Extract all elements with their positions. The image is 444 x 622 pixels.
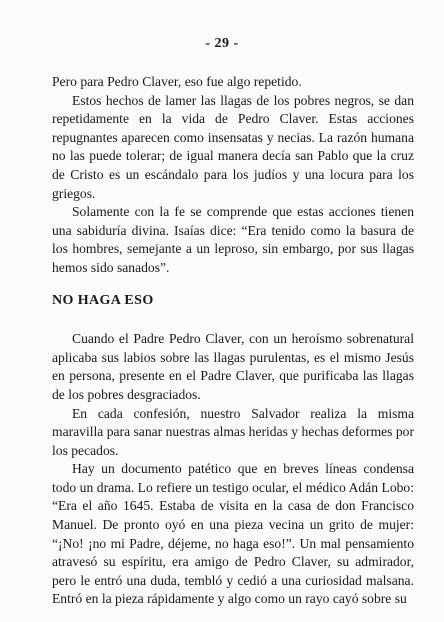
section-heading: NO HAGA ESO (52, 292, 154, 308)
page-number: - 29 - (205, 36, 239, 51)
paragraph: Solamente con la fe se comprende que estas acciones tienen una sabiduría divina. Isaías dice: “Era tenido como la basura de los hombres, semejante a un leproso, sin embargo, por sus llagas hemos sido sanados”. (52, 204, 414, 275)
paragraph: Estos hechos de lamer las llagas de los pobres negros, se dan repetidamente en la vida de Pedro Claver. Estas acciones repugnantes aparecen como insensatas y necias. La razón humana no las puede tolerar; de igual manera decía san Pablo que la cruz de Cristo es un escándalo para los judíos y una locura para los griegos. (52, 92, 414, 201)
page-body (52, 73, 414, 609)
paragraph: Pero para Pedro Claver, eso fue algo repetido. (52, 74, 302, 89)
paragraph: Cuando el Padre Pedro Claver, con un heroísmo sobrenatural aplicaba sus labios sobre las llagas purulentas, es el mismo Jesús en persona, presente en el Padre Claver, que purificaba las llagas de los pobres desgraciados. (52, 331, 414, 402)
paragraph: Hay un documento patético que en breves líneas condensa todo un drama. Lo refiere un testigo ocular, el médico Adán Lobo: “Era el año 1645. Estaba de visita en la casa de don Francisco Manuel. De pronto oyó en una pieza vecina un grito de mujer: “¡No! ¡no mi Padre, déjeme, no haga eso!”. Un mal pensamiento atravesó su espíritu, era amigo de Pedro Claver, su admirador, pero le entró una duda, tembló y cedió a una curiosidad malsana. Entró en la pieza rápidamente y algo como un rayo cayó sobre su (52, 461, 414, 607)
paragraph: En cada confesión, nuestro Salvador realiza la misma maravilla para sanar nuestras almas heridas y hechas deformes por los pecados. (52, 405, 414, 458)
